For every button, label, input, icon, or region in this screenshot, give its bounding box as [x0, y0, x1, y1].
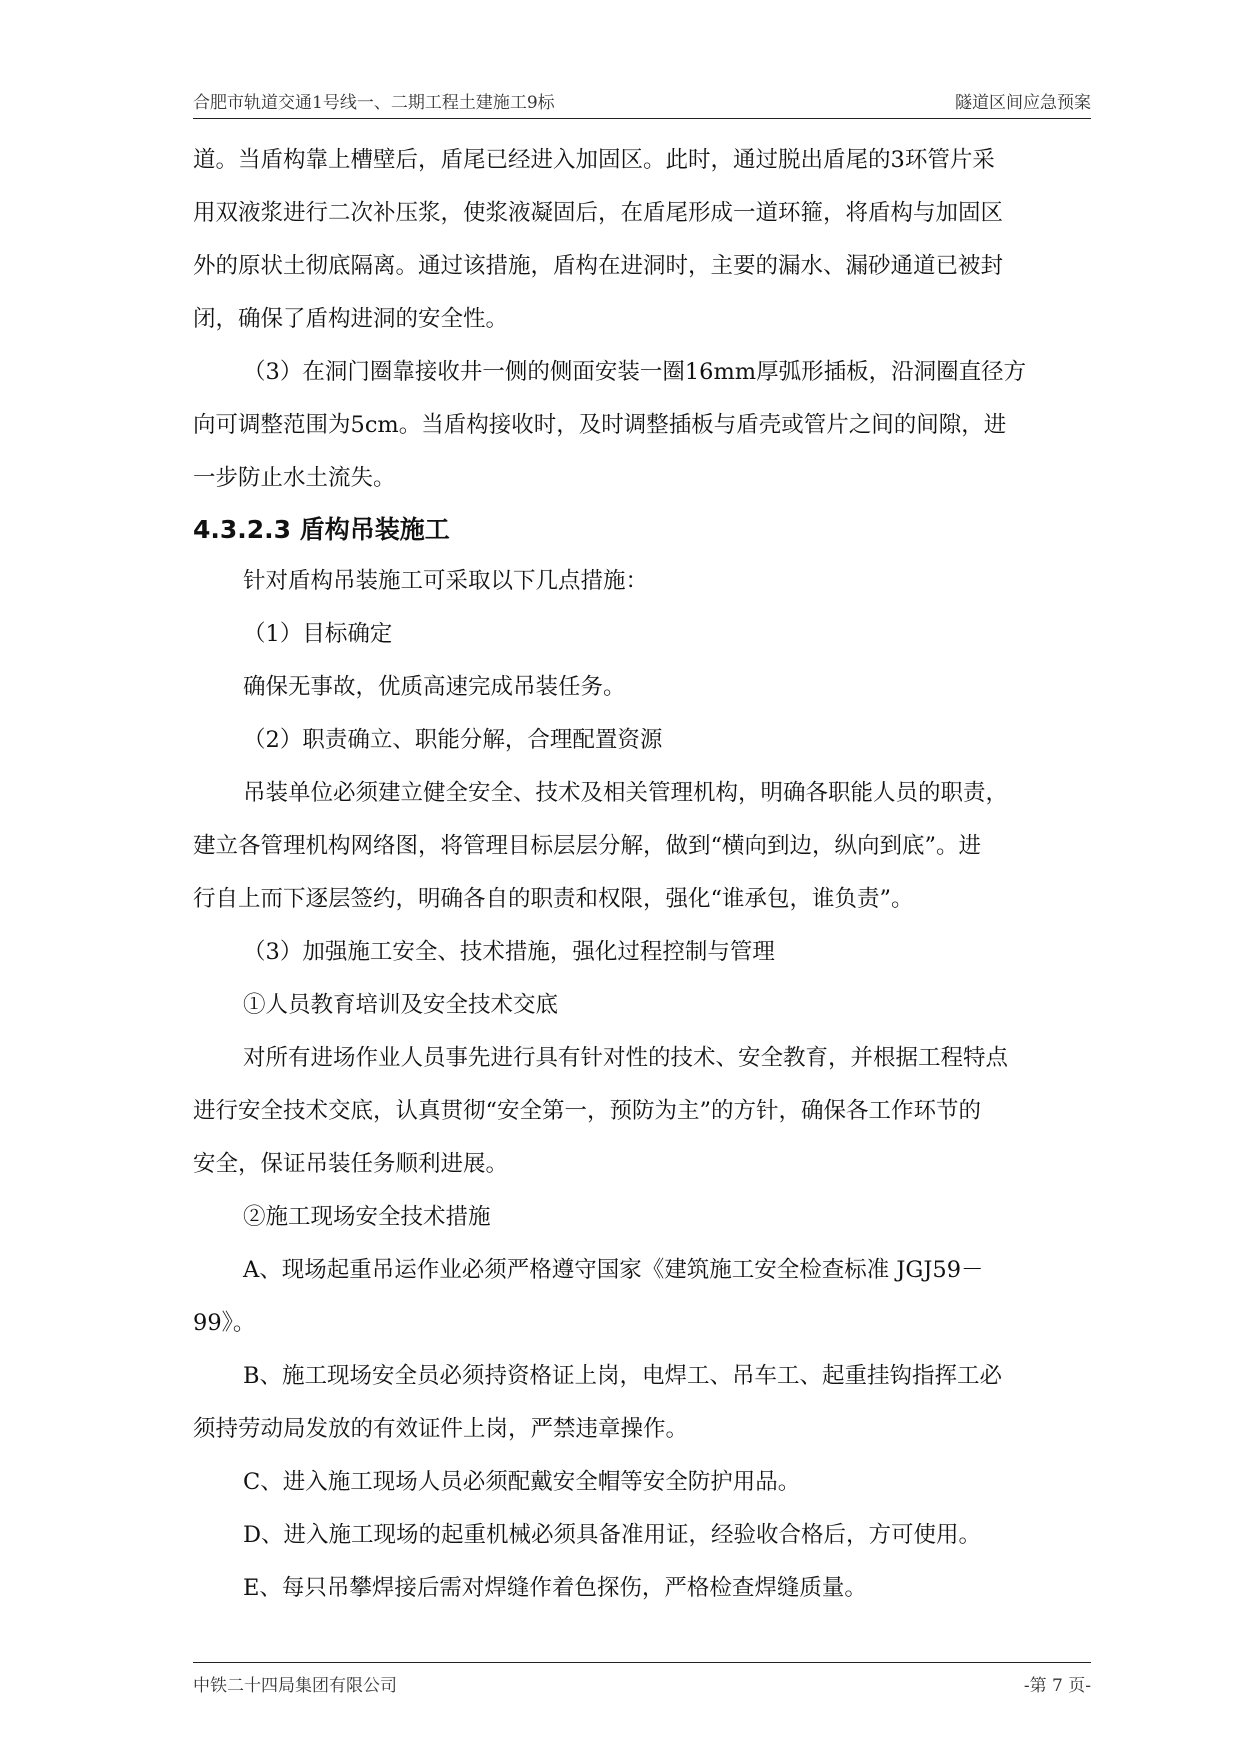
paragraph-line: 安全，保证吊装任务顺利进展。	[193, 1151, 509, 1177]
page-number: -第 7 页-	[1023, 1676, 1091, 1696]
paragraph-line: 向可调整范围为5cm。当盾构接收时，及时调整插板与盾壳或管片之间的间隙，进	[193, 412, 1007, 438]
paragraph-line: 对所有进场作业人员事先进行具有针对性的技术、安全教育，并根据工程特点	[243, 1045, 1009, 1071]
paragraph-line: A、现场起重吊运作业必须严格遵守国家《建筑施工安全检查标准 JGJ59－	[243, 1257, 984, 1283]
sub-item-heading: ②施工现场安全技术措施	[243, 1204, 491, 1230]
paragraph-line: 闭，确保了盾构进洞的安全性。	[193, 306, 509, 332]
paragraph-line: 进行安全技术交底，认真贯彻“安全第一，预防为主”的方针，确保各工作环节的	[193, 1098, 982, 1124]
document-body	[193, 134, 1091, 1615]
paragraph-line: C、进入施工现场人员必须配戴安全帽等安全防护用品。	[243, 1469, 801, 1495]
paragraph-line: D、进入施工现场的起重机械必须具备准用证，经验收合格后，方可使用。	[243, 1522, 982, 1548]
paragraph-line: 针对盾构吊装施工可采取以下几点措施：	[243, 568, 649, 594]
list-item-heading: （2）职责确立、职能分解，合理配置资源	[243, 727, 663, 753]
paragraph-line: 吊装单位必须建立健全安全、技术及相关管理机构，明确各职能人员的职责，	[243, 780, 1009, 806]
header-document-title: 隧道区间应急预案	[955, 93, 1091, 113]
sub-item-heading: ①人员教育培训及安全技术交底	[243, 992, 559, 1018]
paragraph-line: 行自上而下逐层签约，明确各自的职责和权限，强化“谁承包，谁负责”。	[193, 886, 914, 912]
paragraph-line: 一步防止水土流失。	[193, 465, 396, 491]
paragraph-line: B、施工现场安全员必须持资格证上岗，电焊工、吊车工、起重挂钩指挥工必	[243, 1363, 1003, 1389]
paragraph-line: （3）在洞门圈靠接收井一侧的侧面安装一圈16mm厚弧形插板，沿洞圈直径方	[243, 359, 1027, 385]
paragraph-line: 道。当盾构靠上槽壁后，盾尾已经进入加固区。此时，通过脱出盾尾的3环管片采	[193, 147, 995, 173]
paragraph-line: 99》。	[193, 1310, 256, 1336]
paragraph-line: 须持劳动局发放的有效证件上岗，严禁违章操作。	[193, 1416, 689, 1442]
paragraph-line: 用双液浆进行二次补压浆，使浆液凝固后，在盾尾形成一道环箍，将盾构与加固区	[193, 200, 1004, 226]
list-item-heading: （1）目标确定	[243, 621, 393, 647]
paragraph-line: E、每只吊攀焊接后需对焊缝作着色探伤，严格检查焊缝质量。	[243, 1575, 867, 1601]
list-item-heading: （3）加强施工安全、技术措施，强化过程控制与管理	[243, 939, 775, 965]
footer-company-name: 中铁二十四局集团有限公司	[193, 1676, 397, 1696]
page-header	[193, 84, 1091, 119]
page-footer	[193, 1662, 1091, 1697]
paragraph-line: 确保无事故，优质高速完成吊装任务。	[243, 674, 626, 700]
section-heading: 4.3.2.3 盾构吊装施工	[193, 515, 450, 544]
paragraph-line: 外的原状土彻底隔离。通过该措施，盾构在进洞时，主要的漏水、漏砂通道已被封	[193, 253, 1004, 279]
header-project-title: 合肥市轨道交通1号线一、二期工程土建施工9标	[193, 93, 555, 113]
paragraph-line: 建立各管理机构网络图，将管理目标层层分解，做到“横向到边，纵向到底”。进	[193, 833, 982, 859]
